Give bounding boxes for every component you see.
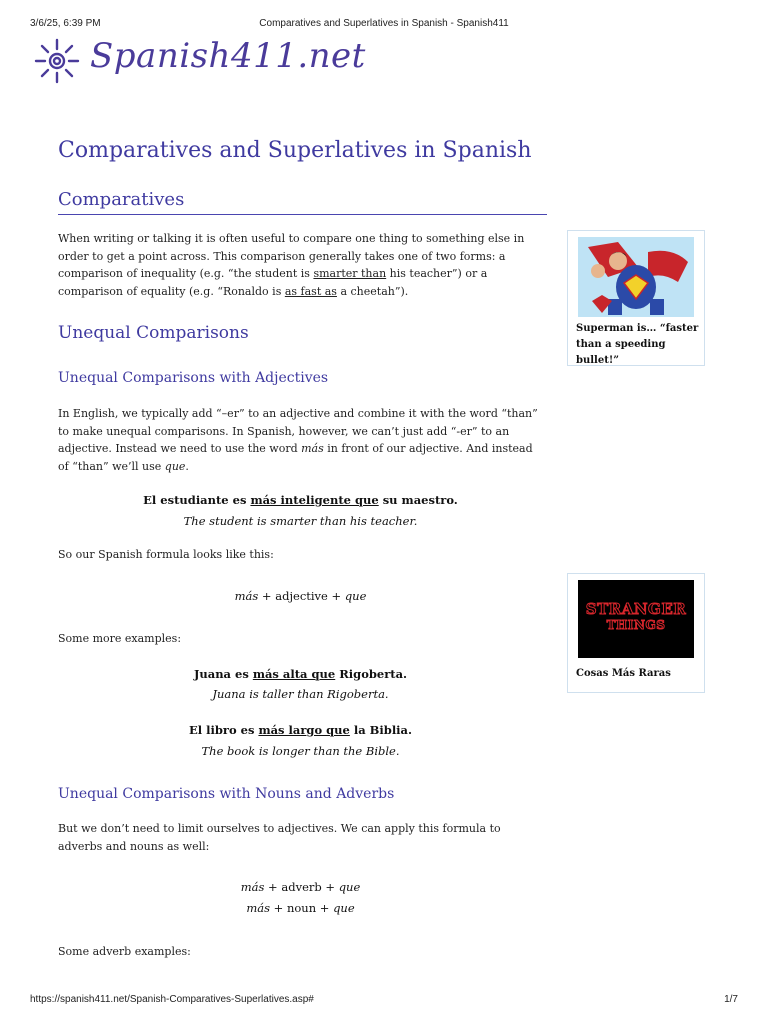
section-heading-unequal: Unequal Comparisons [58,323,249,343]
section-heading-comparatives: Comparatives [58,189,547,215]
print-datetime: 3/6/25, 6:39 PM [30,18,101,29]
subheading-nouns-adverbs: Unequal Comparisons with Nouns and Adverbs [58,786,395,802]
sidebar-figure-stranger-things [567,573,705,693]
adjectives-paragraph: In English, we typically add “–er” to an adjective and combine it with the word “than” to make unequal comparisons. In Spanish, however, we can’t just add “-er” to an adjective. Instead we need to use the word más in front of our adjective. And instead of “than” we’ll use que. [58,407,538,473]
formula-intro: So our Spanish formula looks like this: [58,548,274,561]
superman-caption: Superman is… “faster than a speeding bullet!” [576,323,699,366]
example-english-1: The student is smarter than his teacher. [183,514,418,528]
stranger-caption: Cosas Más Raras [576,668,671,679]
superman-image [578,237,694,317]
site-logo[interactable] [34,36,366,84]
adverb-examples-label: Some adverb examples: [58,945,191,958]
stranger-logo-line2: THINGS [606,618,666,632]
more-examples-label: Some more examples: [58,632,182,645]
print-header [0,18,768,32]
print-url: https://spanish411.net/Spanish-Comparatives-Superlatives.asp# [30,994,314,1005]
sun-icon [34,38,80,84]
logo-text: Spanish411.net [90,36,366,76]
example-spanish-3: El libro es más largo que la Biblia. [188,723,413,737]
formula-noun: más + noun + que [246,901,355,915]
formula-adjective: más + adjective + que [234,589,367,603]
sidebar-figure-superman [567,230,705,366]
example-spanish-1: El estudiante es más inteligente que su maestro. [143,493,458,507]
example-spanish-2: Juana es más alta que Rigoberta. [193,667,408,681]
example-english-3: The book is longer than the Bible. [201,744,400,758]
nouns-paragraph: But we don’t need to limit ourselves to adjectives. We can apply this formula to adverbs and nouns as well: [58,822,501,853]
stranger-things-image [578,580,694,658]
formula-adverb: más + adverb + que [240,880,361,894]
stranger-logo-line1: STRANGER [585,600,687,618]
example-english-2: Juana is taller than Rigoberta. [212,687,389,701]
subheading-adjectives: Unequal Comparisons with Adjectives [58,370,329,386]
print-page-title: Comparatives and Superlatives in Spanish - Spanish411 [259,18,509,29]
print-footer [0,994,768,1008]
print-page-number: 1/7 [724,994,738,1005]
intro-paragraph: When writing or talking it is often useful to compare one thing to something else in order to get a point across. This comparison generally takes one of two forms: a comparison of inequality (e.g. “the student is smarter than his teacher”) or a comparison of equality (e.g. “Ronaldo is as fast as a cheetah”). [58,232,525,298]
page-title: Comparatives and Superlatives in Spanish [58,138,532,163]
